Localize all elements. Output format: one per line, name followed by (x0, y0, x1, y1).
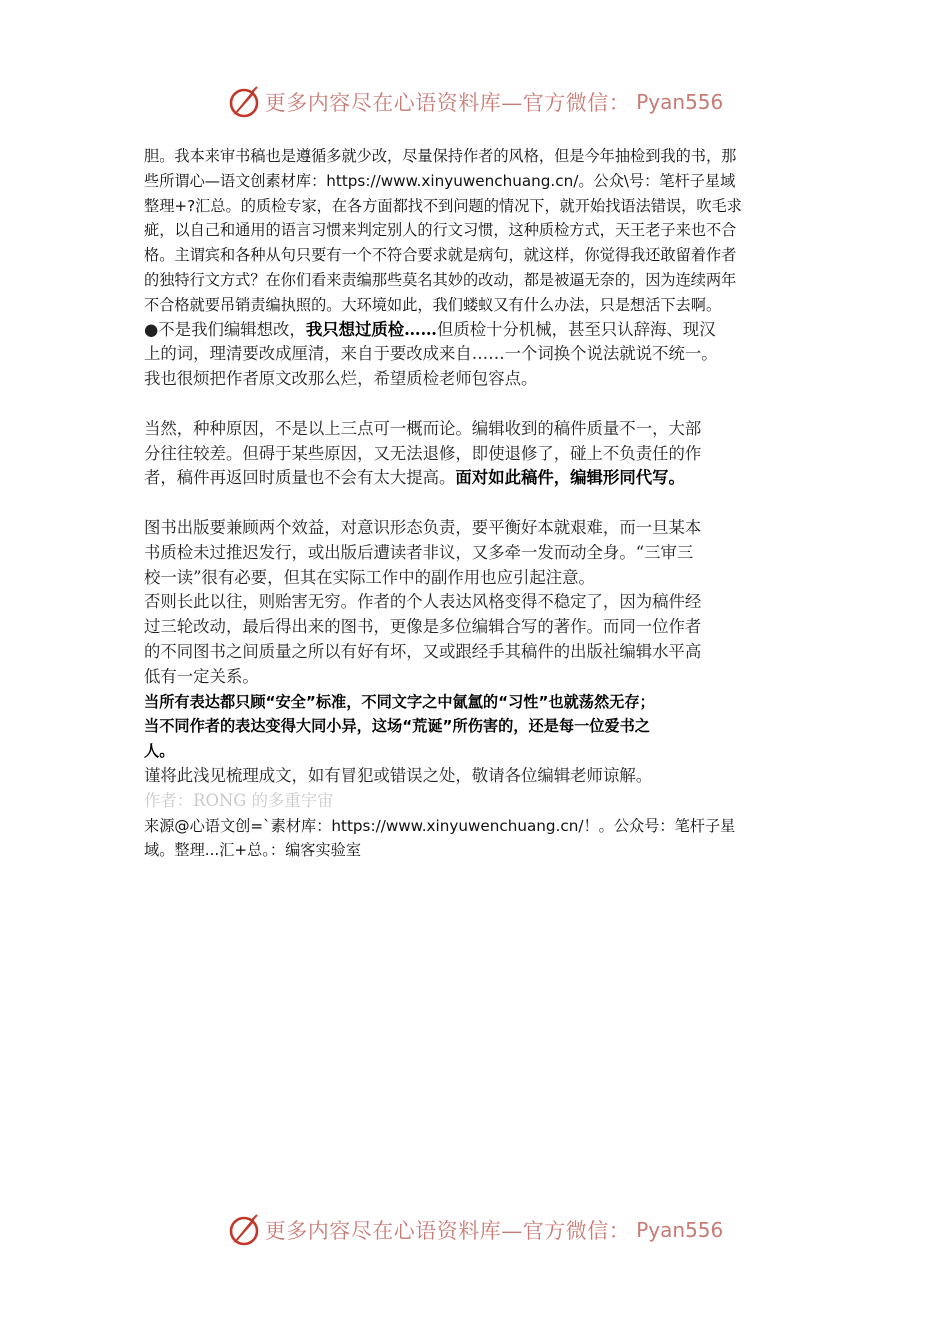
text-line: 当然，种种原因，不是以上三点可一概而论。编辑收到的稿件质量不一，大部 (144, 418, 702, 438)
text-line: 书质检未过推迟发行，或出版后遭读者非议，又多牵一发而动全身。“三审三 (144, 542, 694, 562)
text-span: 者，稿件再返回时质量也不会有太大提高。 (144, 468, 456, 488)
footer-banner (0, 1208, 950, 1252)
text-line (144, 466, 808, 491)
banner-text: 更多内容尽在心语资料库—官方微信： (264, 1219, 631, 1243)
text-line: 校一读”很有必要，但其在实际工作中的副作用也应引起注意。 (144, 567, 595, 587)
text-line: 低有一定关系。 (144, 666, 259, 686)
text-line: 上的词，理清要改成厘清，来自于要改成来自……一个词换个说法就说不统一。 (144, 344, 718, 364)
closing-line: 谨将此浅见梳理成文，如有冒犯或错误之处，敬请各位编辑老师谅解。 (144, 765, 653, 785)
text-line (144, 318, 808, 343)
banner-text: 更多内容尽在心语资料库—官方微信： (264, 91, 631, 115)
text-line: 疵，以自己和通用的语言习惯来判定别人的行文习惯，这种质检方式，天王老子来也不合 (144, 221, 737, 240)
bold-text-line: 当所有表达都只顾“安全”标准，不同文字之中氤氲的“习性”也就荡然无存； (144, 692, 655, 711)
paragraph-gap (144, 392, 808, 417)
text-line: 的不同图书之间质量之所以有好有坏，又或跟经手其稿件的出版社编辑水平高 (144, 641, 702, 661)
header-banner (0, 80, 950, 124)
text-line: 否则长此以往，则贻害无穷。作者的个人表达风格变得不稳定了，因为稿件经 (144, 592, 702, 612)
quill-logo-icon (227, 85, 261, 119)
text-span: 但质检十分机械，甚至只认辞海、现汉 (436, 319, 716, 339)
text-line: 些所谓心—语文创素材库：https://www.xinyuwenchuang.cn/。公众\号：笔杆子星域 (144, 171, 736, 190)
bold-text-span: 面对如此稿件，编辑形同代写。 (455, 468, 685, 488)
text-line: 分往往较差。但碍于某些原因，又无法退修，即使退修了，碰上不负责任的作 (144, 443, 702, 463)
text-span: ●不是我们编辑想改， (144, 319, 306, 339)
text-line: 的独特行文方式？在你们看来责编那些莫名其妙的改动，都是被逼无奈的，因为连续两年 (144, 270, 737, 289)
document-body (144, 144, 808, 863)
bold-text-line: 人。 (144, 742, 175, 761)
text-line: 图书出版要兼顾两个效益，对意识形态负责，要平衡好本就艰难，而一旦某本 (144, 517, 702, 537)
source-line: 来源@心语文创=`素材库：https://www.xinyuwenchuang.cn/！。公众号：笔杆子星 (144, 816, 736, 835)
banner-wechat-handle: Pyan556 (636, 90, 724, 114)
banner-wechat-handle: Pyan556 (636, 1218, 724, 1242)
author-line: 作者：RONG 的多重宇宙 (144, 790, 334, 810)
bold-text-span: 我只想过质检…… (305, 319, 437, 339)
text-line: 过三轮改动，最后得出来的图书，更像是多位编辑合写的著作。而同一位作者 (144, 617, 702, 637)
bold-text-line: 当不同作者的表达变得大同小异，这场“荒诞”所伤害的，还是每一位爱书之 (144, 717, 650, 736)
text-line: 不合格就要吊销责编执照的。大环境如此，我们蝼蚁又有什么办法，只是想活下去啊。 (144, 295, 722, 314)
text-line: 格。主谓宾和各种从句只要有一个不符合要求就是病句，就这样，你觉得我还敢留着作者 (144, 246, 737, 265)
paragraph-gap (144, 491, 808, 516)
text-line: 胆。我本来审书稿也是遵循多就少改，尽量保持作者的风格，但是今年抽检到我的书，那 (144, 147, 737, 165)
text-line: 我也很烦把作者原文改那么烂，希望质检老师包容点。 (144, 369, 538, 389)
quill-logo-icon (227, 1213, 261, 1247)
source-line: 域。整理...汇+总。：编客实验室 (144, 841, 362, 860)
text-line: 整理+?汇总。的质检专家，在各方面都找不到问题的情况下，就开始找语法错误，吹毛求 (144, 196, 742, 215)
